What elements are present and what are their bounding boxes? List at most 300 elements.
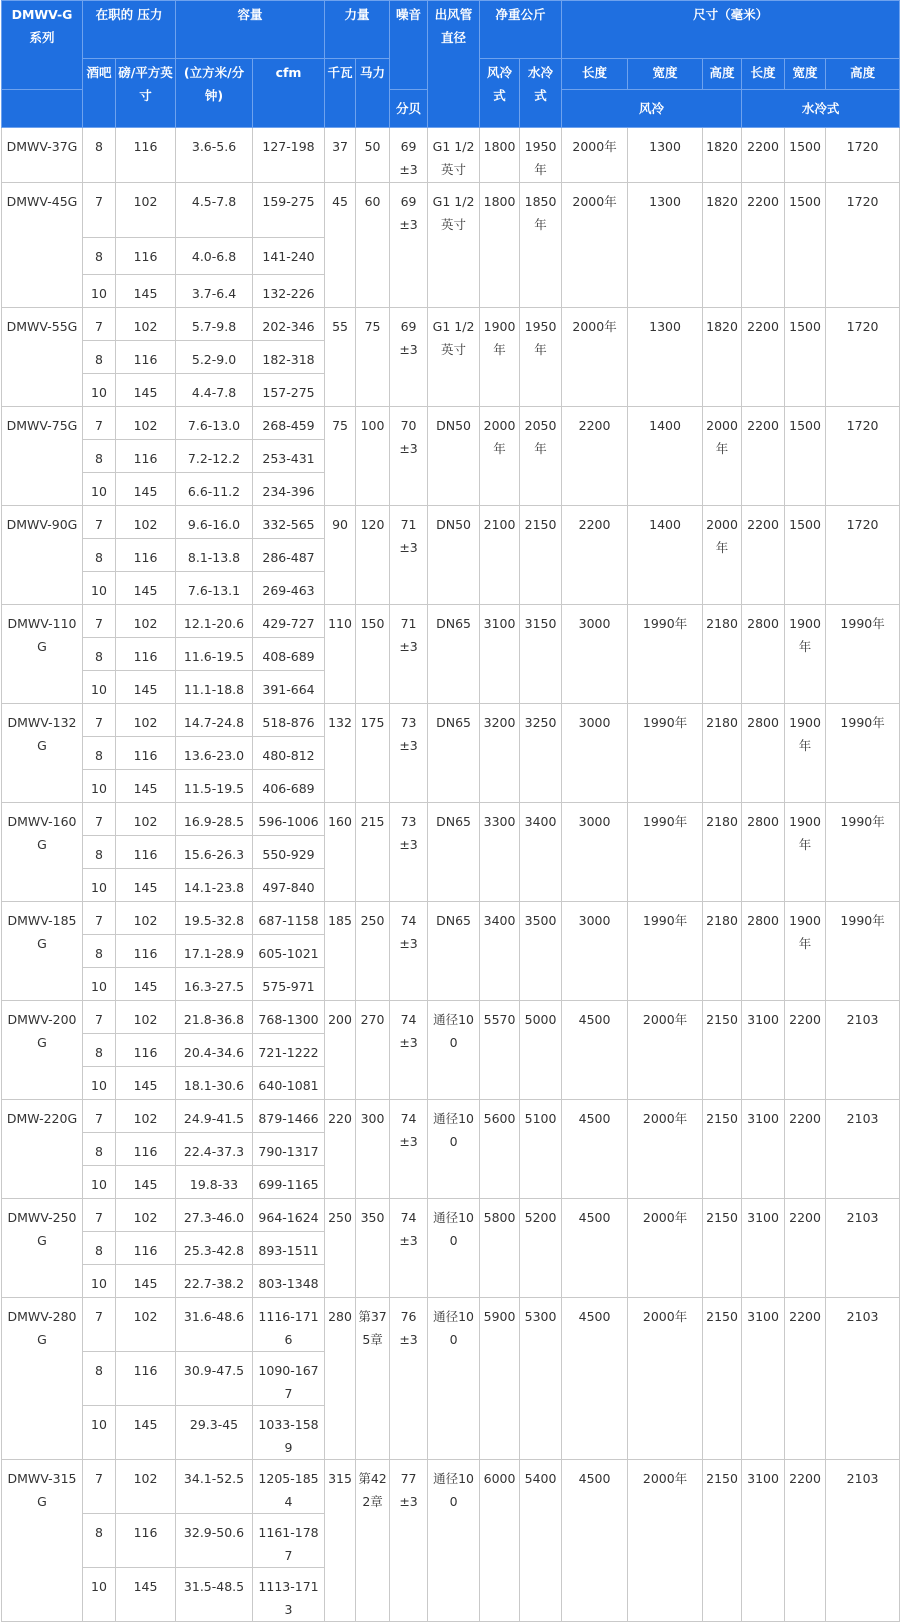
pressure-bar: 10 bbox=[83, 473, 116, 506]
pressure-bar: 7 bbox=[83, 902, 116, 935]
power-hp: 100 bbox=[356, 407, 390, 506]
weight-air-cooled: 5800 bbox=[480, 1199, 520, 1298]
capacity-cfm: 157-275 bbox=[253, 374, 325, 407]
header-height-air: 高度 bbox=[703, 59, 742, 90]
length-air-cooled: 3000 bbox=[562, 704, 628, 803]
weight-air-cooled: 2100 bbox=[480, 506, 520, 605]
model-name: DMWV-75G bbox=[2, 407, 83, 506]
header-outlet: 出风管直径 bbox=[428, 1, 480, 128]
noise-db: 74±3 bbox=[390, 1199, 428, 1298]
header-air-cooled-weight: 风冷式 bbox=[480, 59, 520, 128]
capacity-m3min: 30.9-47.5 bbox=[176, 1352, 253, 1406]
model-name: DMWV-110G bbox=[2, 605, 83, 704]
length-water-cooled: 3100 bbox=[742, 1001, 785, 1100]
weight-air-cooled: 5600 bbox=[480, 1100, 520, 1199]
capacity-cfm: 1033-1589 bbox=[253, 1406, 325, 1460]
model-name: DMWV-37G bbox=[2, 128, 83, 183]
pressure-bar: 7 bbox=[83, 704, 116, 737]
power-hp: 120 bbox=[356, 506, 390, 605]
noise-db: 69±3 bbox=[390, 183, 428, 308]
model-name: DMWV-55G bbox=[2, 308, 83, 407]
table-row bbox=[2, 704, 900, 737]
pressure-bar: 8 bbox=[83, 1352, 116, 1406]
length-water-cooled: 3100 bbox=[742, 1298, 785, 1460]
capacity-cfm: 202-346 bbox=[253, 308, 325, 341]
length-water-cooled: 2800 bbox=[742, 704, 785, 803]
weight-water-cooled: 5100 bbox=[520, 1100, 562, 1199]
width-air-cooled: 1300 bbox=[628, 183, 703, 308]
weight-water-cooled: 2150 bbox=[520, 506, 562, 605]
width-air-cooled: 1400 bbox=[628, 407, 703, 506]
pressure-bar: 8 bbox=[83, 128, 116, 183]
noise-db: 73±3 bbox=[390, 803, 428, 902]
model-name: DMWV-185G bbox=[2, 902, 83, 1001]
pressure-bar: 8 bbox=[83, 1133, 116, 1166]
width-air-cooled: 1300 bbox=[628, 128, 703, 183]
header-bar: 酒吧 bbox=[83, 59, 116, 128]
power-hp: 150 bbox=[356, 605, 390, 704]
capacity-m3min: 9.6-16.0 bbox=[176, 506, 253, 539]
width-air-cooled: 2000年 bbox=[628, 1001, 703, 1100]
height-water-cooled: 1720 bbox=[826, 128, 900, 183]
pressure-psi: 145 bbox=[116, 1568, 176, 1622]
height-air-cooled: 2150 bbox=[703, 1199, 742, 1298]
outlet-diameter: 通径100 bbox=[428, 1298, 480, 1460]
capacity-m3min: 19.8-33 bbox=[176, 1166, 253, 1199]
outlet-diameter: 通径100 bbox=[428, 1199, 480, 1298]
header-kw: 千瓦 bbox=[325, 59, 356, 128]
capacity-cfm: 687-1158 bbox=[253, 902, 325, 935]
capacity-m3min: 4.5-7.8 bbox=[176, 183, 253, 238]
pressure-bar: 7 bbox=[83, 1100, 116, 1133]
capacity-cfm: 268-459 bbox=[253, 407, 325, 440]
length-water-cooled: 3100 bbox=[742, 1100, 785, 1199]
capacity-cfm: 141-240 bbox=[253, 238, 325, 275]
table-row bbox=[2, 128, 900, 183]
pressure-bar: 8 bbox=[83, 638, 116, 671]
pressure-psi: 145 bbox=[116, 1166, 176, 1199]
pressure-psi: 116 bbox=[116, 935, 176, 968]
length-air-cooled: 4500 bbox=[562, 1100, 628, 1199]
capacity-cfm: 406-689 bbox=[253, 770, 325, 803]
pressure-bar: 8 bbox=[83, 238, 116, 275]
pressure-psi: 102 bbox=[116, 704, 176, 737]
pressure-bar: 8 bbox=[83, 935, 116, 968]
weight-water-cooled: 3150 bbox=[520, 605, 562, 704]
capacity-m3min: 11.6-19.5 bbox=[176, 638, 253, 671]
pressure-bar: 7 bbox=[83, 1298, 116, 1352]
width-water-cooled: 1500 bbox=[785, 128, 826, 183]
height-air-cooled: 1820 bbox=[703, 183, 742, 308]
weight-air-cooled: 2000年 bbox=[480, 407, 520, 506]
header-capacity: 容量 bbox=[176, 1, 325, 59]
capacity-m3min: 7.6-13.1 bbox=[176, 572, 253, 605]
capacity-cfm: 269-463 bbox=[253, 572, 325, 605]
width-water-cooled: 2200 bbox=[785, 1199, 826, 1298]
power-kw: 250 bbox=[325, 1199, 356, 1298]
capacity-cfm: 1116-1716 bbox=[253, 1298, 325, 1352]
outlet-diameter: G1 1/2英寸 bbox=[428, 183, 480, 308]
weight-air-cooled: 5900 bbox=[480, 1298, 520, 1460]
pressure-bar: 10 bbox=[83, 1568, 116, 1622]
outlet-diameter: DN65 bbox=[428, 803, 480, 902]
width-water-cooled: 2200 bbox=[785, 1298, 826, 1460]
capacity-cfm: 408-689 bbox=[253, 638, 325, 671]
length-air-cooled: 3000 bbox=[562, 605, 628, 704]
table-row bbox=[2, 1199, 900, 1232]
weight-water-cooled: 3500 bbox=[520, 902, 562, 1001]
capacity-m3min: 13.6-23.0 bbox=[176, 737, 253, 770]
length-water-cooled: 2800 bbox=[742, 605, 785, 704]
outlet-diameter: 通径100 bbox=[428, 1100, 480, 1199]
width-air-cooled: 1990年 bbox=[628, 704, 703, 803]
height-water-cooled: 1720 bbox=[826, 407, 900, 506]
capacity-m3min: 16.9-28.5 bbox=[176, 803, 253, 836]
capacity-cfm: 768-1300 bbox=[253, 1001, 325, 1034]
pressure-bar: 8 bbox=[83, 1034, 116, 1067]
length-air-cooled: 2000年 bbox=[562, 308, 628, 407]
power-kw: 55 bbox=[325, 308, 356, 407]
height-water-cooled: 2103 bbox=[826, 1001, 900, 1100]
header-psi: 磅/平方英寸 bbox=[116, 59, 176, 128]
height-air-cooled: 2180 bbox=[703, 704, 742, 803]
model-name: DMWV-160G bbox=[2, 803, 83, 902]
weight-air-cooled: 1800 bbox=[480, 128, 520, 183]
capacity-cfm: 480-812 bbox=[253, 737, 325, 770]
weight-water-cooled: 1950年 bbox=[520, 308, 562, 407]
outlet-diameter: DN65 bbox=[428, 704, 480, 803]
height-air-cooled: 2180 bbox=[703, 605, 742, 704]
height-water-cooled: 2103 bbox=[826, 1298, 900, 1460]
pressure-bar: 7 bbox=[83, 1001, 116, 1034]
width-air-cooled: 1990年 bbox=[628, 902, 703, 1001]
capacity-m3min: 16.3-27.5 bbox=[176, 968, 253, 1001]
pressure-psi: 145 bbox=[116, 572, 176, 605]
capacity-m3min: 29.3-45 bbox=[176, 1406, 253, 1460]
outlet-diameter: G1 1/2英寸 bbox=[428, 308, 480, 407]
noise-db: 69±3 bbox=[390, 308, 428, 407]
header-db: 分贝 bbox=[390, 90, 428, 128]
pressure-bar: 7 bbox=[83, 506, 116, 539]
pressure-bar: 7 bbox=[83, 1199, 116, 1232]
capacity-m3min: 7.2-12.2 bbox=[176, 440, 253, 473]
model-name: DMW-220G bbox=[2, 1100, 83, 1199]
pressure-bar: 7 bbox=[83, 183, 116, 238]
outlet-diameter: DN65 bbox=[428, 605, 480, 704]
capacity-cfm: 1205-1854 bbox=[253, 1460, 325, 1514]
width-air-cooled: 1990年 bbox=[628, 605, 703, 704]
length-air-cooled: 2000年 bbox=[562, 128, 628, 183]
capacity-cfm: 518-876 bbox=[253, 704, 325, 737]
capacity-cfm: 575-971 bbox=[253, 968, 325, 1001]
weight-air-cooled: 6000 bbox=[480, 1460, 520, 1622]
noise-db: 74±3 bbox=[390, 902, 428, 1001]
length-air-cooled: 2200 bbox=[562, 407, 628, 506]
weight-air-cooled: 1900年 bbox=[480, 308, 520, 407]
header-length-air: 长度 bbox=[562, 59, 628, 90]
pressure-psi: 102 bbox=[116, 183, 176, 238]
pressure-psi: 102 bbox=[116, 1100, 176, 1133]
power-hp: 75 bbox=[356, 308, 390, 407]
header-width-air: 宽度 bbox=[628, 59, 703, 90]
capacity-m3min: 14.7-24.8 bbox=[176, 704, 253, 737]
outlet-diameter: DN50 bbox=[428, 407, 480, 506]
table-row bbox=[2, 1460, 900, 1514]
capacity-m3min: 18.1-30.6 bbox=[176, 1067, 253, 1100]
table-row bbox=[2, 1298, 900, 1352]
header-hp: 马力 bbox=[356, 59, 390, 128]
width-air-cooled: 2000年 bbox=[628, 1199, 703, 1298]
pressure-bar: 7 bbox=[83, 407, 116, 440]
header-m3min: (立方米/分钟) bbox=[176, 59, 253, 128]
pressure-bar: 10 bbox=[83, 1406, 116, 1460]
pressure-bar: 7 bbox=[83, 605, 116, 638]
length-water-cooled: 3100 bbox=[742, 1460, 785, 1622]
pressure-bar: 10 bbox=[83, 1265, 116, 1298]
power-kw: 90 bbox=[325, 506, 356, 605]
pressure-bar: 10 bbox=[83, 968, 116, 1001]
capacity-cfm: 391-664 bbox=[253, 671, 325, 704]
width-water-cooled: 2200 bbox=[785, 1001, 826, 1100]
pressure-bar: 8 bbox=[83, 1232, 116, 1265]
pressure-bar: 8 bbox=[83, 737, 116, 770]
height-water-cooled: 2103 bbox=[826, 1100, 900, 1199]
capacity-m3min: 11.1-18.8 bbox=[176, 671, 253, 704]
width-air-cooled: 2000年 bbox=[628, 1460, 703, 1622]
length-air-cooled: 4500 bbox=[562, 1199, 628, 1298]
capacity-m3min: 31.5-48.5 bbox=[176, 1568, 253, 1622]
power-hp: 第375章 bbox=[356, 1298, 390, 1460]
height-air-cooled: 2180 bbox=[703, 902, 742, 1001]
noise-db: 69±3 bbox=[390, 128, 428, 183]
pressure-psi: 116 bbox=[116, 638, 176, 671]
pressure-psi: 116 bbox=[116, 440, 176, 473]
pressure-bar: 8 bbox=[83, 539, 116, 572]
length-air-cooled: 2000年 bbox=[562, 183, 628, 308]
height-water-cooled: 1720 bbox=[826, 506, 900, 605]
height-water-cooled: 1990年 bbox=[826, 605, 900, 704]
pressure-psi: 116 bbox=[116, 128, 176, 183]
capacity-m3min: 24.9-41.5 bbox=[176, 1100, 253, 1133]
power-hp: 350 bbox=[356, 1199, 390, 1298]
noise-db: 71±3 bbox=[390, 506, 428, 605]
weight-water-cooled: 5300 bbox=[520, 1298, 562, 1460]
weight-water-cooled: 5400 bbox=[520, 1460, 562, 1622]
height-air-cooled: 2150 bbox=[703, 1298, 742, 1460]
length-water-cooled: 2200 bbox=[742, 506, 785, 605]
width-water-cooled: 1900年 bbox=[785, 605, 826, 704]
capacity-cfm: 640-1081 bbox=[253, 1067, 325, 1100]
pressure-bar: 10 bbox=[83, 671, 116, 704]
height-air-cooled: 2000年 bbox=[703, 506, 742, 605]
capacity-cfm: 1090-1677 bbox=[253, 1352, 325, 1406]
weight-air-cooled: 3300 bbox=[480, 803, 520, 902]
header-water-cooled-weight: 水冷式 bbox=[520, 59, 562, 128]
height-water-cooled: 1990年 bbox=[826, 704, 900, 803]
pressure-bar: 7 bbox=[83, 1460, 116, 1514]
pressure-psi: 116 bbox=[116, 1133, 176, 1166]
power-kw: 200 bbox=[325, 1001, 356, 1100]
width-water-cooled: 1900年 bbox=[785, 803, 826, 902]
capacity-cfm: 893-1511 bbox=[253, 1232, 325, 1265]
capacity-cfm: 234-396 bbox=[253, 473, 325, 506]
pressure-bar: 7 bbox=[83, 308, 116, 341]
pressure-psi: 116 bbox=[116, 737, 176, 770]
power-kw: 315 bbox=[325, 1460, 356, 1622]
table-row bbox=[2, 407, 900, 440]
pressure-bar: 8 bbox=[83, 341, 116, 374]
table-body bbox=[2, 128, 900, 1622]
header-width-water: 宽度 bbox=[785, 59, 826, 90]
length-air-cooled: 2200 bbox=[562, 506, 628, 605]
model-name: DMWV-315G bbox=[2, 1460, 83, 1622]
weight-water-cooled: 1850年 bbox=[520, 183, 562, 308]
capacity-m3min: 17.1-28.9 bbox=[176, 935, 253, 968]
pressure-bar: 8 bbox=[83, 1514, 116, 1568]
capacity-m3min: 34.1-52.5 bbox=[176, 1460, 253, 1514]
noise-db: 76±3 bbox=[390, 1298, 428, 1460]
noise-db: 74±3 bbox=[390, 1100, 428, 1199]
outlet-diameter: DN65 bbox=[428, 902, 480, 1001]
length-air-cooled: 4500 bbox=[562, 1298, 628, 1460]
capacity-cfm: 1161-1787 bbox=[253, 1514, 325, 1568]
pressure-bar: 10 bbox=[83, 275, 116, 308]
capacity-cfm: 803-1348 bbox=[253, 1265, 325, 1298]
height-air-cooled: 1820 bbox=[703, 308, 742, 407]
weight-water-cooled: 1950年 bbox=[520, 128, 562, 183]
power-kw: 185 bbox=[325, 902, 356, 1001]
length-water-cooled: 2800 bbox=[742, 803, 785, 902]
weight-water-cooled: 3250 bbox=[520, 704, 562, 803]
height-air-cooled: 2180 bbox=[703, 803, 742, 902]
header-water-cooled: 水冷式 bbox=[742, 90, 900, 128]
power-hp: 300 bbox=[356, 1100, 390, 1199]
length-air-cooled: 3000 bbox=[562, 902, 628, 1001]
pressure-bar: 10 bbox=[83, 374, 116, 407]
capacity-cfm: 132-226 bbox=[253, 275, 325, 308]
model-name: DMWV-90G bbox=[2, 506, 83, 605]
capacity-cfm: 182-318 bbox=[253, 341, 325, 374]
power-kw: 110 bbox=[325, 605, 356, 704]
length-air-cooled: 4500 bbox=[562, 1001, 628, 1100]
power-kw: 75 bbox=[325, 407, 356, 506]
header-weight: 净重公斤 bbox=[480, 1, 562, 59]
capacity-cfm: 1113-1713 bbox=[253, 1568, 325, 1622]
capacity-m3min: 8.1-13.8 bbox=[176, 539, 253, 572]
pressure-bar: 10 bbox=[83, 770, 116, 803]
pressure-psi: 116 bbox=[116, 1232, 176, 1265]
pressure-psi: 116 bbox=[116, 836, 176, 869]
power-hp: 第422章 bbox=[356, 1460, 390, 1622]
height-air-cooled: 1820 bbox=[703, 128, 742, 183]
spec-table bbox=[1, 0, 900, 1622]
table-row bbox=[2, 308, 900, 341]
width-air-cooled: 2000年 bbox=[628, 1298, 703, 1460]
table-row bbox=[2, 1100, 900, 1133]
table-row bbox=[2, 1001, 900, 1034]
weight-air-cooled: 3100 bbox=[480, 605, 520, 704]
capacity-m3min: 3.7-6.4 bbox=[176, 275, 253, 308]
capacity-m3min: 3.6-5.6 bbox=[176, 128, 253, 183]
pressure-psi: 102 bbox=[116, 407, 176, 440]
header-series: DMWV-G 系列 bbox=[2, 1, 83, 90]
height-water-cooled: 1990年 bbox=[826, 902, 900, 1001]
height-water-cooled: 2103 bbox=[826, 1199, 900, 1298]
height-water-cooled: 2103 bbox=[826, 1460, 900, 1622]
width-water-cooled: 1500 bbox=[785, 506, 826, 605]
header-height-water: 高度 bbox=[826, 59, 900, 90]
outlet-diameter: 通径100 bbox=[428, 1460, 480, 1622]
pressure-psi: 116 bbox=[116, 1514, 176, 1568]
height-water-cooled: 1990年 bbox=[826, 803, 900, 902]
capacity-m3min: 22.4-37.3 bbox=[176, 1133, 253, 1166]
model-name: DMWV-200G bbox=[2, 1001, 83, 1100]
pressure-psi: 102 bbox=[116, 605, 176, 638]
capacity-m3min: 7.6-13.0 bbox=[176, 407, 253, 440]
model-name: DMWV-45G bbox=[2, 183, 83, 308]
length-water-cooled: 2200 bbox=[742, 183, 785, 308]
weight-air-cooled: 1800 bbox=[480, 183, 520, 308]
pressure-bar: 8 bbox=[83, 836, 116, 869]
outlet-diameter: DN50 bbox=[428, 506, 480, 605]
weight-water-cooled: 5000 bbox=[520, 1001, 562, 1100]
power-kw: 45 bbox=[325, 183, 356, 308]
capacity-m3min: 11.5-19.5 bbox=[176, 770, 253, 803]
width-water-cooled: 1500 bbox=[785, 308, 826, 407]
pressure-psi: 102 bbox=[116, 308, 176, 341]
capacity-m3min: 27.3-46.0 bbox=[176, 1199, 253, 1232]
power-hp: 175 bbox=[356, 704, 390, 803]
capacity-cfm: 286-487 bbox=[253, 539, 325, 572]
pressure-psi: 116 bbox=[116, 1352, 176, 1406]
table-row bbox=[2, 506, 900, 539]
pressure-bar: 10 bbox=[83, 869, 116, 902]
noise-db: 70±3 bbox=[390, 407, 428, 506]
header-noise: 噪音 bbox=[390, 1, 428, 90]
table-header bbox=[2, 1, 900, 128]
capacity-cfm: 429-727 bbox=[253, 605, 325, 638]
length-water-cooled: 3100 bbox=[742, 1199, 785, 1298]
capacity-cfm: 550-929 bbox=[253, 836, 325, 869]
capacity-cfm: 253-431 bbox=[253, 440, 325, 473]
width-air-cooled: 1300 bbox=[628, 308, 703, 407]
header-length-water: 长度 bbox=[742, 59, 785, 90]
width-water-cooled: 1900年 bbox=[785, 704, 826, 803]
capacity-m3min: 15.6-26.3 bbox=[176, 836, 253, 869]
noise-db: 74±3 bbox=[390, 1001, 428, 1100]
power-kw: 280 bbox=[325, 1298, 356, 1460]
power-hp: 250 bbox=[356, 902, 390, 1001]
width-water-cooled: 1500 bbox=[785, 183, 826, 308]
width-air-cooled: 2000年 bbox=[628, 1100, 703, 1199]
height-air-cooled: 2150 bbox=[703, 1001, 742, 1100]
width-water-cooled: 2200 bbox=[785, 1460, 826, 1622]
capacity-cfm: 159-275 bbox=[253, 183, 325, 238]
weight-water-cooled: 5200 bbox=[520, 1199, 562, 1298]
capacity-m3min: 5.7-9.8 bbox=[176, 308, 253, 341]
power-hp: 50 bbox=[356, 128, 390, 183]
table-row bbox=[2, 902, 900, 935]
weight-water-cooled: 3400 bbox=[520, 803, 562, 902]
pressure-psi: 145 bbox=[116, 1265, 176, 1298]
header-power: 力量 bbox=[325, 1, 390, 59]
power-hp: 270 bbox=[356, 1001, 390, 1100]
model-name: DMWV-132G bbox=[2, 704, 83, 803]
header-air-cooled: 风冷 bbox=[562, 90, 742, 128]
capacity-m3min: 20.4-34.6 bbox=[176, 1034, 253, 1067]
capacity-m3min: 19.5-32.8 bbox=[176, 902, 253, 935]
power-kw: 37 bbox=[325, 128, 356, 183]
